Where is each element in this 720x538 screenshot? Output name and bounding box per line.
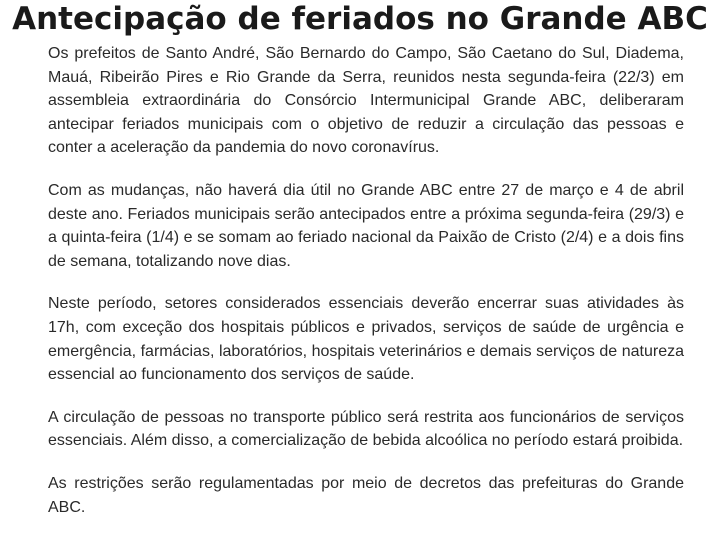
paragraph-3: Neste período, setores considerados essenciais deverão encerrar suas atividades às 17h, com exceção dos hospitais públicos e privados, serviços de saúde de urgência e emergência, farmácias, laboratórios, hospitais veterinários e demais serviços de natureza essencial ao funcionamento dos serviços de saúde.: [48, 295, 684, 384]
document-title: Antecipação de feriados no Grande ABC: [12, 1, 708, 37]
paragraph-1: Os prefeitos de Santo André, São Bernardo do Campo, São Caetano do Sul, Diadema, Mauá, Ribeirão Pires e Rio Grande da Serra, reunidos nesta segunda-feira (22/3) em assembleia extraordinária do Consórcio Intermunicipal Grande ABC, deliberaram antecipar feriados municipais com o objetivo de reduzir a circulação das pessoas e conter a aceleração da pandemia do novo coronavírus.: [48, 45, 684, 157]
paragraph-5: As restrições serão regulamentadas por meio de decretos das prefeituras do Grande ABC.: [48, 474, 684, 516]
document-body: [48, 42, 684, 538]
paragraph-4: A circulação de pessoas no transporte público será restrita aos funcionários de serviços essenciais. Além disso, a comercialização de bebida alcoólica no período estará proibida.: [48, 408, 684, 450]
paragraph-2: Com as mudanças, não haverá dia útil no Grande ABC entre 27 de março e 4 de abril deste ano. Feriados municipais serão antecipados entre a próxima segunda-feira (29/3) e a quinta-feira (1/4) e se somam ao feriado nacional da Paixão de Cristo (2/4) e a dois fins de semana, totalizando nove dias.: [48, 181, 684, 270]
